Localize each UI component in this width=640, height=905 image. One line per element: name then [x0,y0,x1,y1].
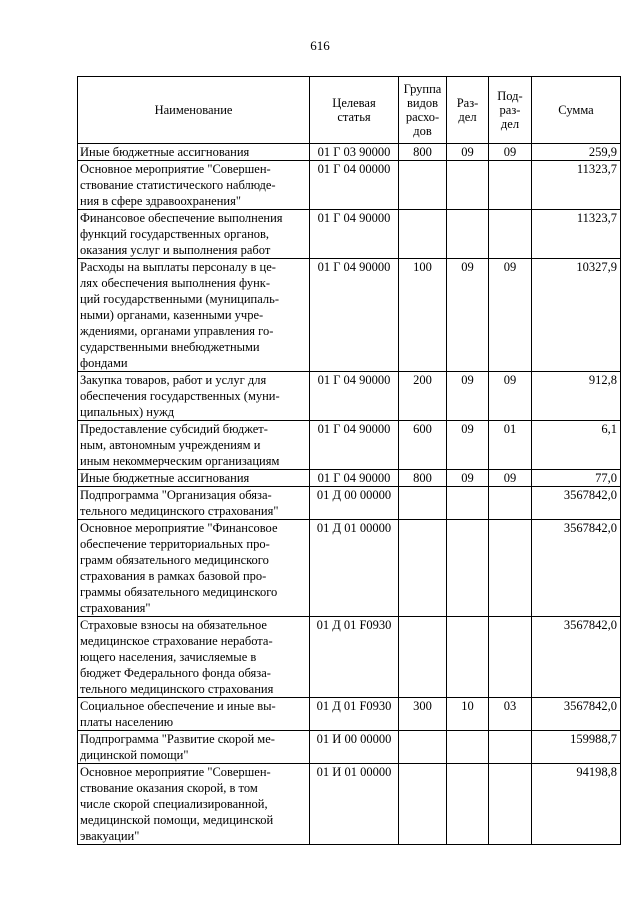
row-expense-group: 200 [399,372,447,421]
row-expense-group [399,210,447,259]
row-sum: 3567842,0 [532,487,621,520]
row-section [447,731,489,764]
row-name: Финансовое обеспечение выполнения функций государственных органов, оказания услуг и выполнения работ [78,210,310,259]
header-subsection: Под- раз- дел [489,77,532,144]
row-expense-group [399,520,447,617]
row-section: 09 [447,372,489,421]
table-row [78,210,621,259]
table-row [78,764,621,845]
row-target-article: 01 Г 04 90000 [310,210,399,259]
row-section [447,617,489,698]
row-target-article: 01 Д 01 F0930 [310,617,399,698]
row-subsection: 01 [489,421,532,470]
row-target-article: 01 Д 01 F0930 [310,698,399,731]
table-row [78,259,621,372]
row-expense-group: 800 [399,144,447,161]
row-subsection [489,617,532,698]
row-subsection: 09 [489,144,532,161]
row-subsection: 09 [489,470,532,487]
header-target-article: Целевая статья [310,77,399,144]
row-expense-group: 800 [399,470,447,487]
row-name: Страховые взносы на обязательное медицинское страхование неработа- ющего населения, зачисляемые в бюджет Федерального фонда обяза- тельного медицинского страхования [78,617,310,698]
row-target-article: 01 И 00 00000 [310,731,399,764]
row-section [447,487,489,520]
row-sum: 6,1 [532,421,621,470]
row-section: 09 [447,144,489,161]
row-subsection [489,731,532,764]
row-section [447,764,489,845]
row-section [447,161,489,210]
row-target-article: 01 Г 03 90000 [310,144,399,161]
row-subsection: 09 [489,372,532,421]
row-expense-group: 100 [399,259,447,372]
table-row [78,731,621,764]
row-expense-group [399,487,447,520]
row-sum: 10327,9 [532,259,621,372]
row-expense-group [399,161,447,210]
row-subsection [489,764,532,845]
row-target-article: 01 Г 04 90000 [310,421,399,470]
header-name: Наименование [78,77,310,144]
row-name: Закупка товаров, работ и услуг для обеспечения государственных (муни- ципальных) нужд [78,372,310,421]
row-section: 10 [447,698,489,731]
table-row [78,698,621,731]
row-sum: 77,0 [532,470,621,487]
row-name: Основное мероприятие "Финансовое обеспечение территориальных про- грамм обязательного медицинского страхования в рамках базовой про- граммы обязательного медицинского страхования" [78,520,310,617]
header-sum: Сумма [532,77,621,144]
row-sum: 3567842,0 [532,698,621,731]
row-subsection: 09 [489,259,532,372]
row-sum: 3567842,0 [532,617,621,698]
row-expense-group [399,731,447,764]
row-sum: 11323,7 [532,161,621,210]
row-name: Подпрограмма "Организация обяза- тельного медицинского страхования" [78,487,310,520]
row-target-article: 01 Д 00 00000 [310,487,399,520]
row-name: Расходы на выплаты персоналу в це- лях обеспечения выполнения функ- ций государственными (муниципаль- ными) органами, казенными учре- ждениями, органами управления го- сударственными внебюджетными фондами [78,259,310,372]
row-subsection [489,210,532,259]
row-name: Подпрограмма "Развитие скорой ме- дицинской помощи" [78,731,310,764]
table-row [78,372,621,421]
row-section: 09 [447,259,489,372]
table-row [78,161,621,210]
row-expense-group: 300 [399,698,447,731]
row-name: Иные бюджетные ассигнования [78,470,310,487]
row-name: Предоставление субсидий бюджет- ным, автономным учреждениям и иным некоммерческим организациям [78,421,310,470]
row-expense-group: 600 [399,421,447,470]
row-section [447,520,489,617]
row-target-article: 01 Г 04 90000 [310,259,399,372]
row-subsection: 03 [489,698,532,731]
row-expense-group [399,764,447,845]
table-row [78,144,621,161]
row-name: Социальное обеспечение и иные вы- платы населению [78,698,310,731]
row-target-article: 01 Г 04 90000 [310,470,399,487]
row-section: 09 [447,421,489,470]
table-row [78,487,621,520]
header-section: Раз- дел [447,77,489,144]
row-sum: 3567842,0 [532,520,621,617]
row-expense-group [399,617,447,698]
table-row [78,421,621,470]
page-number: 616 [310,38,330,53]
row-target-article: 01 И 01 00000 [310,764,399,845]
row-target-article: 01 Д 01 00000 [310,520,399,617]
table-header-row [78,77,621,144]
row-sum: 912,8 [532,372,621,421]
row-target-article: 01 Г 04 00000 [310,161,399,210]
row-sum: 259,9 [532,144,621,161]
row-target-article: 01 Г 04 90000 [310,372,399,421]
row-name: Иные бюджетные ассигнования [78,144,310,161]
table-row [78,617,621,698]
row-subsection [489,520,532,617]
row-name: Основное мероприятие "Совершен- ствование статистического наблюде- ния в сфере здравоохранения" [78,161,310,210]
row-sum: 94198,8 [532,764,621,845]
row-name: Основное мероприятие "Совершен- ствование оказания скорой, в том числе скорой специализированной, медицинской помощи, медицинской эвакуации" [78,764,310,845]
table-row [78,520,621,617]
budget-table [77,76,621,845]
row-subsection [489,487,532,520]
row-subsection [489,161,532,210]
row-sum: 159988,7 [532,731,621,764]
header-expense-group: Группа видов расхо- дов [399,77,447,144]
row-section [447,210,489,259]
row-section: 09 [447,470,489,487]
row-sum: 11323,7 [532,210,621,259]
table-row [78,470,621,487]
